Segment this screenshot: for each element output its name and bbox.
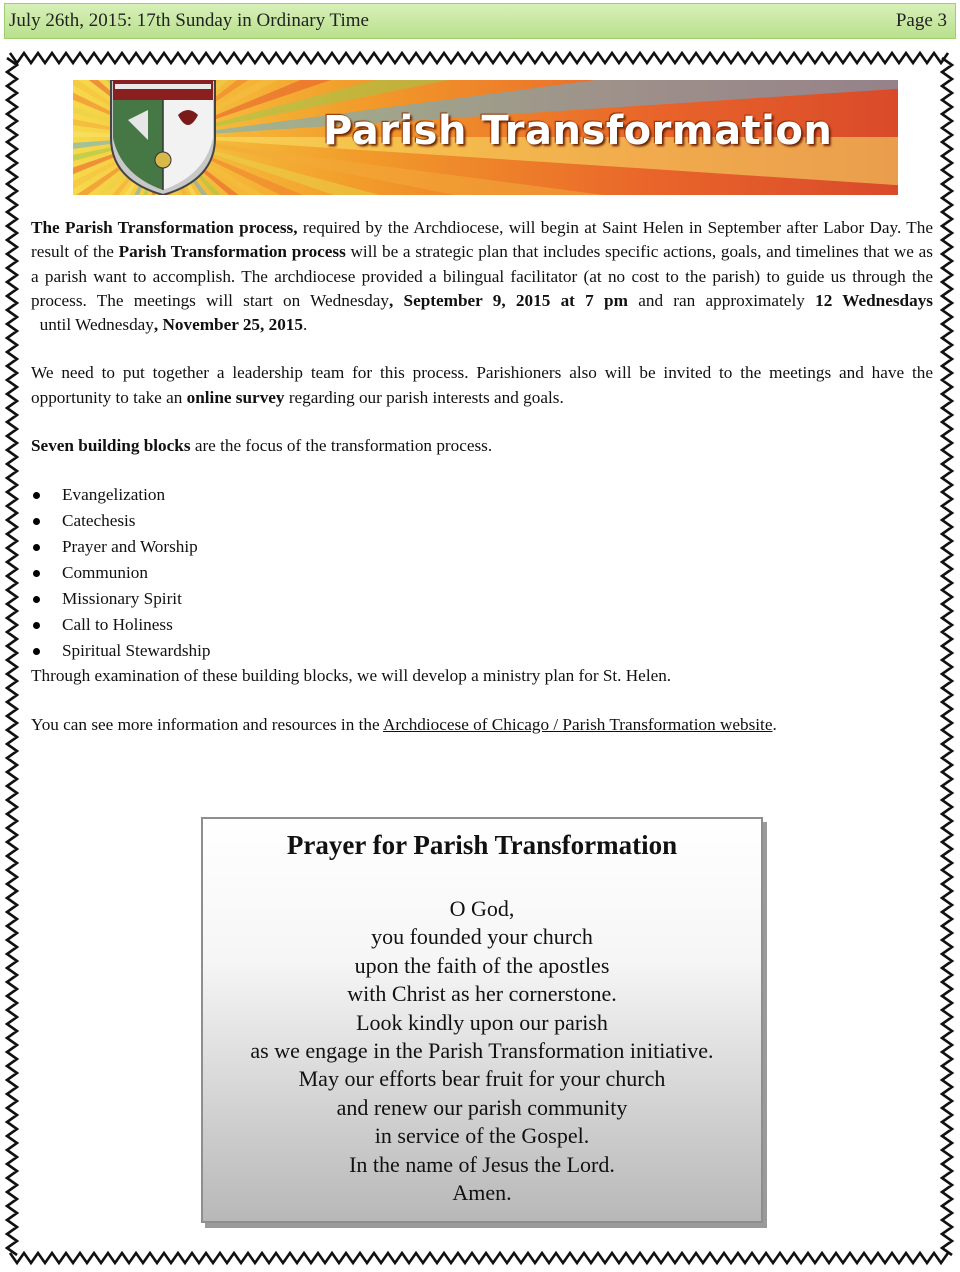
prayer-line: in service of the Gospel.	[374, 1123, 590, 1149]
text: .	[303, 315, 308, 335]
bullet-icon	[33, 596, 40, 603]
archdiocese-website-link[interactable]: Archdiocese of Chicago / Parish Transformation website	[382, 714, 773, 734]
list-item-label: Communion	[62, 563, 148, 583]
list-item-label: Missionary Spirit	[62, 589, 182, 609]
prayer-line: In the name of Jesus the Lord.	[349, 1151, 615, 1177]
list-item	[31, 638, 933, 664]
list-item	[31, 508, 933, 534]
text: .	[772, 714, 777, 734]
prayer-text	[203, 895, 761, 1207]
text: We need to put together a leadership team for this process. Parishioners also will be invited to the meetings and have the opportunity to take an	[31, 363, 933, 407]
resources-paragraph	[31, 713, 933, 737]
list-item	[31, 482, 933, 508]
prayer-line: and renew our parish community	[336, 1094, 628, 1120]
prayer-line: with Christ as her cornerstone.	[347, 981, 617, 1007]
list-item	[31, 560, 933, 586]
prayer-line: as we engage in the Parish Transformation initiative.	[250, 1037, 714, 1063]
bullet-icon	[33, 570, 40, 577]
text-bold: , September 9, 2015 at 7 pm	[388, 290, 628, 310]
banner-title: Parish Transformation	[323, 108, 833, 154]
prayer-line: Amen.	[452, 1179, 512, 1205]
parish-transformation-banner	[73, 80, 898, 195]
bullet-icon	[33, 648, 40, 655]
leadership-paragraph	[31, 361, 933, 410]
list-item-label: Catechesis	[62, 511, 136, 531]
page-number: Page 3	[895, 10, 947, 31]
text-bold: Parish Transformation process	[118, 242, 346, 262]
list-item-label: Call to Holiness	[62, 615, 173, 635]
ministry-plan-paragraph: Through examination of these building blocks, we will develop a ministry plan for St. Helen.	[31, 666, 672, 686]
bullet-icon	[33, 492, 40, 499]
intro-paragraph	[31, 216, 933, 337]
bulletin-date-title: July 26th, 2015: 17th Sunday in Ordinary Time	[9, 10, 369, 31]
text-bold: , November 25, 2015	[153, 315, 303, 335]
prayer-line: upon the faith of the apostles	[354, 952, 610, 978]
list-item-label: Prayer and Worship	[62, 537, 198, 557]
archdiocese-crest-icon	[103, 80, 223, 195]
list-item	[31, 534, 933, 560]
list-item-label: Evangelization	[62, 485, 166, 505]
article-body	[31, 216, 933, 737]
text: regarding our parish interests and goals.	[284, 387, 564, 407]
list-item	[31, 612, 933, 638]
prayer-box	[201, 817, 763, 1223]
prayer-line: O God,	[449, 896, 515, 921]
prayer-line: you founded your church	[371, 924, 593, 950]
text: are the focus of the transformation process.	[190, 436, 493, 456]
text-bold: online survey	[186, 387, 285, 407]
building-blocks-list	[31, 482, 933, 664]
text: You can see more information and resources in the	[31, 714, 383, 734]
text-bold: 12 Wednesdays	[815, 290, 933, 310]
text: will be a strategic plan that includes specific actions, goals, and timelines that we as a parish want to accomplish. The archdiocese provided a bilingual facilitator (at no cost to the parish) to guide us through the process. The meetings will start on Wednesday	[31, 242, 933, 310]
bullet-icon	[33, 518, 40, 525]
prayer-title: Prayer for Parish Transformation	[286, 830, 678, 860]
list-item-label: Spiritual Stewardship	[62, 641, 211, 661]
text-bold: Seven building blocks	[31, 436, 191, 456]
text: and ran approximately	[627, 290, 816, 310]
prayer-line: Look kindly upon our parish	[356, 1009, 608, 1035]
text: required by the Archdiocese, will begin at Saint Helen in September after Labor Day. The result of the	[31, 218, 933, 262]
list-item	[31, 586, 933, 612]
building-blocks-intro	[31, 434, 933, 458]
text: until Wednesday	[31, 315, 154, 335]
bullet-icon	[33, 544, 40, 551]
text-bold: The Parish Transformation process,	[31, 218, 298, 237]
bullet-icon	[33, 622, 40, 629]
prayer-line: May our efforts bear fruit for your church	[298, 1066, 666, 1092]
